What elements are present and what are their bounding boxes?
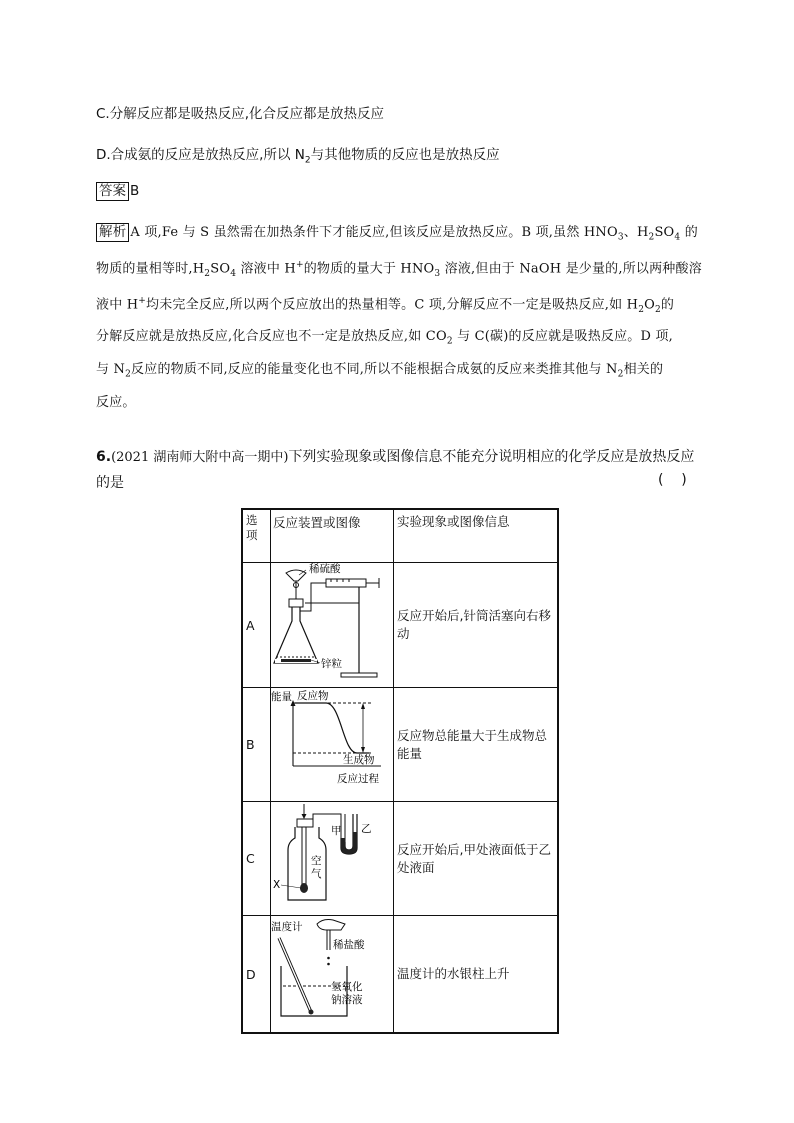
analysis-text: 液中 H — [96, 296, 139, 312]
analysis-text: O — [644, 296, 655, 312]
option-d — [96, 143, 500, 166]
analysis-text: 溶液中 H — [236, 260, 296, 276]
label-naoh-2: 钠溶液 — [331, 994, 363, 1006]
row-info: 反应开始后,针筒活塞向右移动 — [394, 563, 559, 688]
row-option: A — [242, 563, 271, 688]
header-option-1: 选 — [246, 513, 258, 527]
label-jia: 甲 — [331, 825, 342, 837]
row-info: 温度计的水银柱上升 — [394, 916, 559, 1034]
table-row — [242, 563, 558, 688]
subscript: 3 — [434, 268, 441, 279]
analysis-label: 解析 — [96, 223, 129, 242]
table-header-row — [242, 509, 558, 563]
analysis-text: 的物质的量大于 HNO — [303, 260, 435, 276]
row-option: B — [242, 688, 271, 802]
analysis-text: 反应的物质不同,反应的能量变化也不同,所以不能根据合成氨的反应来类推其他与 N — [131, 362, 618, 378]
table-row — [242, 688, 558, 802]
analysis-text: 相关的 — [623, 362, 664, 378]
label-energy-axis: 能量 — [271, 691, 292, 703]
row-option: D — [242, 916, 271, 1034]
table-row — [242, 916, 558, 1034]
subscript: 2 — [648, 232, 655, 243]
analysis-line-3 — [96, 288, 696, 324]
analysis-line-6: 反应。 — [96, 394, 136, 410]
analysis-text: 均未完全反应,所以两个反应放出的热量相等。C 项,分解反应不一定是吸热反应,如 H — [146, 296, 639, 312]
label-x: X — [273, 879, 281, 891]
analysis-line-2 — [96, 252, 702, 288]
analysis-text: SO — [654, 225, 675, 240]
label-dilute-hcl: 稀盐酸 — [333, 939, 365, 951]
question-text: 下列实验现象或图像信息不能充分说明相应的化学反应是放热反应 — [288, 449, 695, 465]
u-tube-figure — [271, 802, 391, 912]
analysis-line-5 — [96, 356, 696, 389]
row-option: C — [242, 802, 271, 916]
analysis-text: 的 — [660, 296, 675, 312]
header-apparatus: 反应装置或图像 — [271, 509, 394, 563]
header-option — [242, 509, 271, 563]
option-d-sub: 2 — [304, 155, 311, 166]
analysis-block — [96, 219, 702, 416]
analysis-text: 的 — [680, 225, 698, 240]
analysis-text: 与 N — [96, 362, 126, 378]
superscript: + — [295, 259, 304, 270]
figure-a-cell — [271, 563, 394, 688]
analysis-text: 物质的量相等时,H — [96, 260, 205, 276]
row-info: 反应物总能量大于生成物总能量 — [394, 688, 559, 802]
label-naoh-1: 氢氧化 — [331, 981, 363, 993]
analysis-text: A 项,Fe 与 S 虽然需在加热条件下才能反应,但该反应是放热反应。B 项,虽然 HNO — [130, 225, 618, 240]
label-air-2: 气 — [311, 868, 322, 880]
label-reactant: 反应物 — [297, 690, 329, 702]
thermometer-beaker-figure — [271, 916, 391, 1029]
analysis-text: 与 C(碳)的反应就是吸热反应。D 项, — [452, 329, 673, 345]
option-c: C.分解反应都是吸热反应,化合反应都是放热反应 — [96, 106, 385, 122]
analysis-line-1 — [96, 219, 696, 252]
label-air-1: 空 — [311, 855, 322, 867]
subscript: 4 — [674, 232, 681, 243]
question-table — [241, 508, 559, 1034]
header-option-2: 项 — [246, 528, 258, 542]
figure-d-cell — [271, 916, 394, 1034]
table-row — [242, 802, 558, 916]
subscript: 2 — [638, 304, 645, 315]
subscript: 3 — [617, 232, 624, 243]
answer-label: 答案 — [96, 182, 129, 201]
option-d-pre: D.合成氨的反应是放热反应,所以 N — [96, 147, 305, 163]
answer-line — [96, 182, 139, 201]
subscript: 2 — [654, 304, 661, 315]
label-thermometer: 温度计 — [271, 921, 303, 933]
subscript: 2 — [617, 369, 624, 380]
question-number: 6. — [96, 449, 112, 465]
analysis-text: 分解反应就是放热反应,化合反应也不一定是放热反应,如 CO — [96, 329, 447, 345]
row-info: 反应开始后,甲处液面低于乙处液面 — [394, 802, 559, 916]
figure-b-cell — [271, 688, 394, 802]
subscript: 2 — [125, 369, 132, 380]
figure-c-cell — [271, 802, 394, 916]
subscript: 4 — [230, 268, 237, 279]
energy-diagram — [271, 688, 391, 798]
option-d-post: 与其他物质的反应也是放热反应 — [310, 147, 500, 163]
flask-syringe-figure — [271, 563, 391, 684]
label-yi: 乙 — [361, 823, 372, 835]
header-info: 实验现象或图像信息 — [394, 509, 559, 563]
answer-blank: ( ) — [658, 472, 687, 488]
label-dilute-sulfuric-acid: 稀硫酸 — [309, 563, 341, 575]
superscript: + — [138, 295, 147, 306]
question-source: (2021 湖南师大附中高一期中) — [111, 450, 289, 465]
analysis-text: 、H — [623, 225, 649, 240]
analysis-line-4 — [96, 323, 696, 356]
label-product: 生成物 — [343, 754, 375, 766]
subscript: 2 — [204, 268, 211, 279]
question-stem-2: 的是 — [96, 475, 124, 491]
question-stem — [96, 446, 694, 466]
answer-value: B — [130, 183, 140, 199]
label-reaction-progress: 反应过程 — [337, 773, 379, 785]
label-zinc: 锌粒 — [321, 658, 342, 670]
analysis-text: SO — [210, 260, 231, 276]
subscript: 2 — [446, 337, 453, 348]
analysis-text: 溶液,但由于 NaOH 是少量的,所以两种酸溶 — [440, 260, 702, 276]
